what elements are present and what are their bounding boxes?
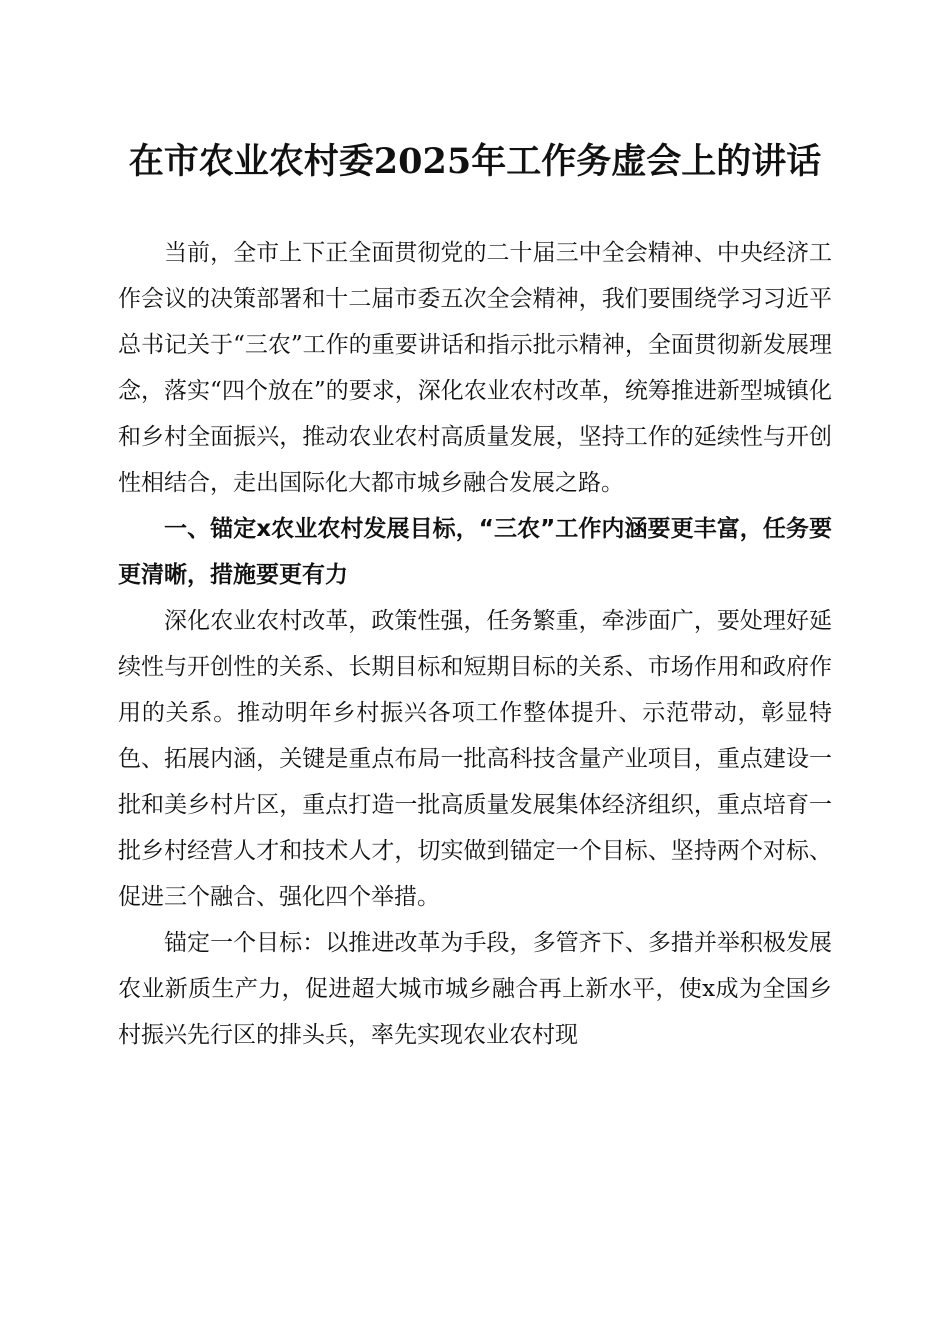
section-1-paragraph-1: 深化农业农村改革，政策性强，任务繁重，牵涉面广，要处理好延续性与开创性的关系、长期目标和短期目标的关系、市场作用和政府作用的关系。推动明年乡村振兴各项工作整体提升、示范带动，彰显特色、拓展内涵，关键是重点布局一批高科技含量产业项目，重点建设一批和美乡村片区，重点打造一批高质量发展集体经济组织，重点培育一批乡村经营人才和技术人才，切实做到锚定一个目标、坚持两个对标、促进三个融合、强化四个举措。 <box>118 608 832 910</box>
document-title: 在市农业农村委2025年工作务虚会上的讲话 <box>128 141 822 182</box>
document-body <box>118 230 832 1058</box>
section-heading-1: 一、锚定x农业农村发展目标，“三农”工作内涵要更丰富，任务要更清晰，措施要更有力 <box>118 516 832 588</box>
intro-paragraph: 当前，全市上下正全面贯彻党的二十届三中全会精神、中央经济工作会议的决策部署和十二届市委五次全会精神，我们要围绕学习习近平总书记关于“三农”工作的重要讲话和指示批示精神，全面贯彻新发展理念，落实“四个放在”的要求，深化农业农村改革，统筹推进新型城镇化和乡村全面振兴，推动农业农村高质量发展，坚持工作的延续性与开创性相结合，走出国际化大都市城乡融合发展之路。 <box>118 240 832 496</box>
section-1-paragraph-2: 锚定一个目标：以推进改革为手段，多管齐下、多措并举积极发展农业新质生产力，促进超大城市城乡融合再上新水平，使x成为全国乡村振兴先行区的排头兵，率先实现农业农村现 <box>118 930 832 1048</box>
